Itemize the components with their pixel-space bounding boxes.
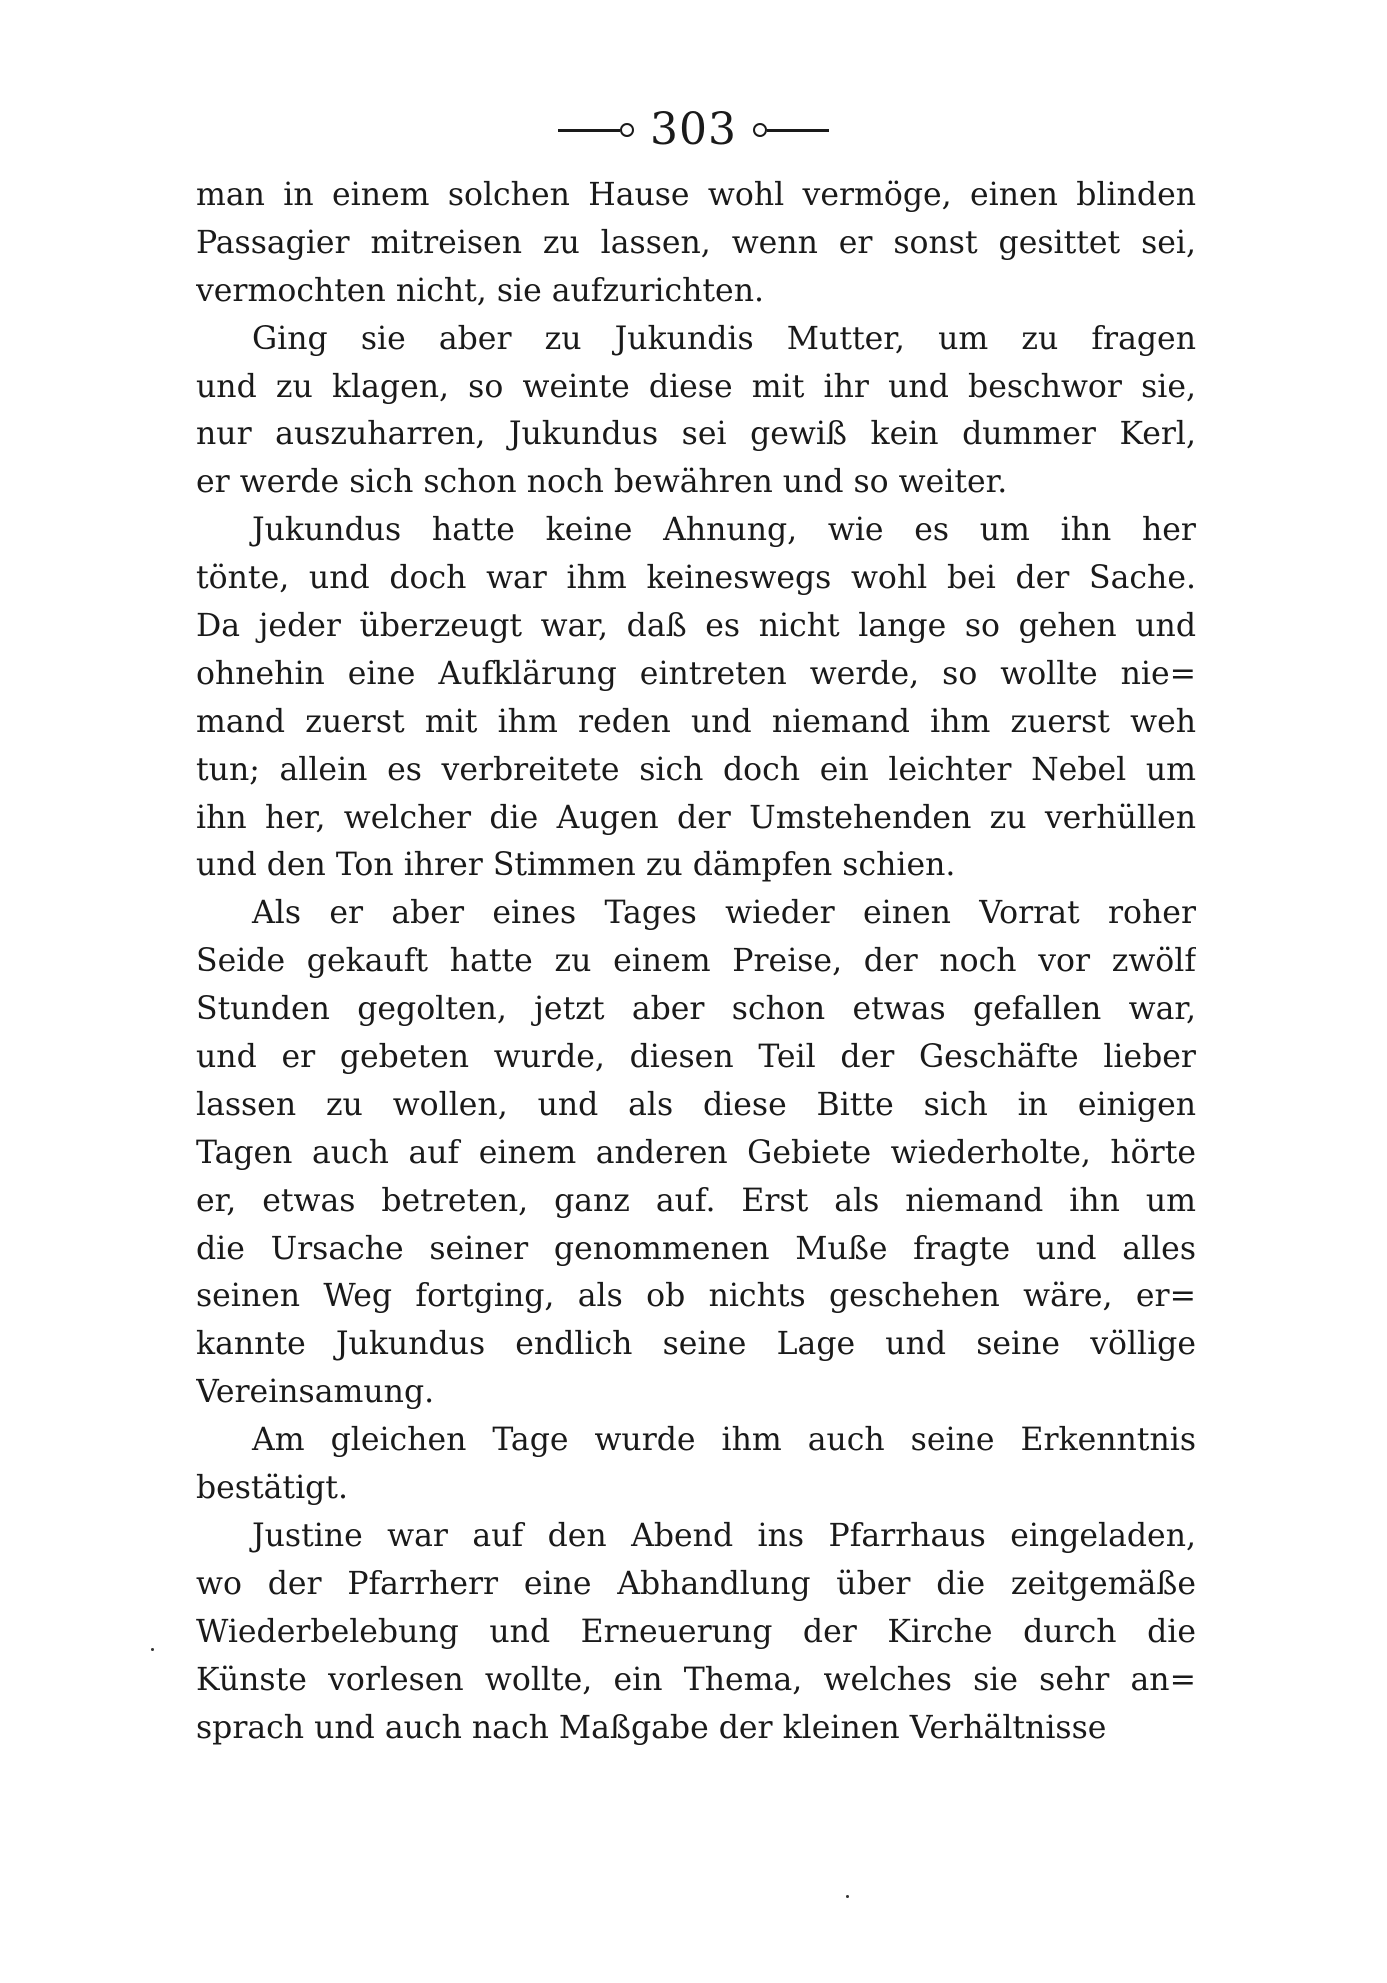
text-line: bestätigt. <box>196 1470 348 1507</box>
text-line: ihn her, welcher die Augen der Umstehenden zu verhüllen <box>196 799 1196 836</box>
page-number: 303 <box>650 104 737 155</box>
right-ornament <box>753 123 829 137</box>
text-line: Als er aber eines Tages wieder einen Vorrat roher <box>252 895 1196 932</box>
page-header <box>0 100 1387 160</box>
text-line: Am gleichen Tage wurde ihm auch seine Erkenntnis <box>252 1422 1196 1459</box>
text-line: Passagier mitreisen zu lassen, wenn er sonst gesittet sei, <box>196 224 1196 261</box>
text-line: Seide gekauft hatte zu einem Preise, der noch vor zwölf <box>196 943 1196 980</box>
text-line: die Ursache seiner genommenen Muße fragte und alles <box>196 1230 1196 1267</box>
text-line: ohnehin eine Aufklärung eintreten werde, so wollte nie= <box>196 655 1196 692</box>
text-line: mand zuerst mit ihm reden und niemand ihm zuerst weh <box>196 703 1196 740</box>
text-line: Vereinsamung. <box>196 1374 435 1411</box>
text-line: und er gebeten wurde, diesen Teil der Geschäfte lieber <box>196 1039 1196 1076</box>
text-line: Tagen auch auf einem anderen Gebiete wiederholte, hörte <box>196 1134 1196 1171</box>
paper-speck <box>151 1648 154 1651</box>
text-line: sprach und auch nach Maßgabe der kleinen Verhältnisse <box>196 1709 1107 1746</box>
text-line: Wiederbelebung und Erneuerung der Kirche durch die <box>196 1613 1196 1650</box>
text-line: tun; allein es verbreitete sich doch ein leichter Nebel um <box>196 751 1196 788</box>
text-line: Stunden gegolten, jetzt aber schon etwas gefallen war, <box>196 991 1196 1028</box>
text-line: und zu klagen, so weinte diese mit ihr und beschwor sie, <box>196 368 1196 405</box>
text-line: kannte Jukundus endlich seine Lage und seine völlige <box>196 1326 1196 1363</box>
left-ornament <box>558 123 634 137</box>
text-line: er werde sich schon noch bewähren und so weiter. <box>196 464 1008 501</box>
text-line: Jukundus hatte keine Ahnung, wie es um ihn her <box>252 512 1196 549</box>
text-line: wo der Pfarrherr eine Abhandlung über die zeitgemäße <box>196 1565 1196 1602</box>
text-line: tönte, und doch war ihm keineswegs wohl bei der Sache. <box>196 560 1196 597</box>
text-line: seinen Weg fortging, als ob nichts geschehen wäre, er= <box>196 1278 1196 1315</box>
text-line: nur auszuharren, Jukundus sei gewiß kein dummer Kerl, <box>196 416 1196 453</box>
text-line: man in einem solchen Hause wohl vermöge, einen blinden <box>196 177 1196 213</box>
body-text <box>196 172 1196 1752</box>
text-line: Da jeder überzeugt war, daß es nicht lange so gehen und <box>196 608 1196 645</box>
text-line: Justine war auf den Abend ins Pfarrhaus eingeladen, <box>252 1517 1196 1554</box>
text-line: Ging sie aber zu Jukundis Mutter, um zu fragen <box>252 320 1196 357</box>
text-line: vermochten nicht, sie aufzurichten. <box>196 272 764 309</box>
text-line: Künste vorlesen wollte, ein Thema, welches sie sehr an= <box>196 1661 1196 1698</box>
text-line: lassen zu wollen, und als diese Bitte sich in einigen <box>196 1086 1196 1123</box>
text-line: und den Ton ihrer Stimmen zu dämpfen schien. <box>196 847 956 884</box>
paper-speck <box>846 1895 849 1898</box>
text-line: er, etwas betreten, ganz auf. Erst als niemand ihn um <box>196 1182 1196 1219</box>
